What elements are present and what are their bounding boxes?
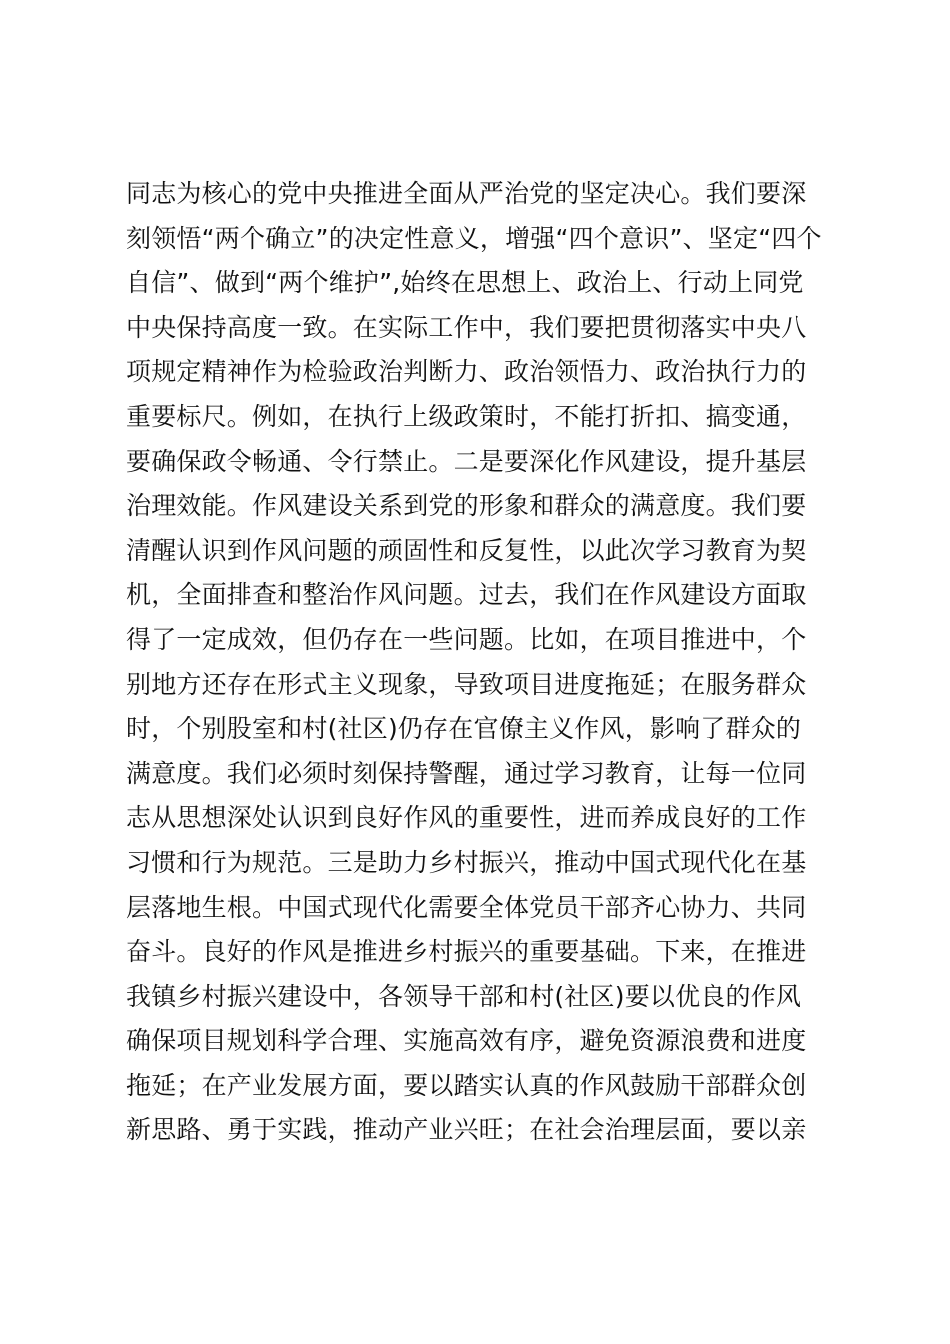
text-line: 确保项目规划科学合理、实施高效有序，避免资源浪费和进度 bbox=[126, 1026, 807, 1056]
text-line: 我镇乡村振兴建设中，各领导干部和村(社区)要以优良的作风 bbox=[126, 981, 802, 1011]
text-line: 层落地生根。中国式现代化需要全体党员干部齐心协力、共同 bbox=[126, 892, 807, 922]
text-line: 自信”、做到“两个维护”,始终在思想上、政治上、行动上同党 bbox=[126, 268, 804, 298]
text-line: 时，个别股室和村(社区)仍存在官僚主义作风，影响了群众的 bbox=[126, 714, 802, 744]
text-line: 拖延；在产业发展方面，要以踏实认真的作风鼓励干部群众创 bbox=[126, 1070, 807, 1100]
text-line: 习惯和行为规范。三是助力乡村振兴，推动中国式现代化在基 bbox=[126, 847, 807, 877]
text-line: 新思路、勇于实践，推动产业兴旺；在社会治理层面，要以亲 bbox=[126, 1115, 807, 1145]
text-line: 项规定精神作为检验政治判断力、政治领悟力、政治执行力的 bbox=[126, 357, 807, 387]
text-line: 机，全面排查和整治作风问题。过去，我们在作风建设方面取 bbox=[126, 580, 807, 610]
text-line: 清醒认识到作风问题的顽固性和反复性，以此次学习教育为契 bbox=[126, 535, 807, 565]
text-line: 刻领悟“两个确立”的决定性意义，增强“四个意识”、坚定“四个 bbox=[126, 223, 822, 253]
text-line: 治理效能。作风建设关系到党的形象和群众的满意度。我们要 bbox=[126, 491, 807, 521]
text-line: 得了一定成效，但仍存在一些问题。比如，在项目推进中，个 bbox=[126, 624, 807, 654]
text-line: 志从思想深处认识到良好作风的重要性，进而养成良好的工作 bbox=[126, 803, 807, 833]
text-line: 奋斗。良好的作风是推进乡村振兴的重要基础。下来，在推进 bbox=[126, 937, 807, 967]
text-line: 别地方还存在形式主义现象，导致项目进度拖延；在服务群众 bbox=[126, 669, 807, 699]
text-line: 中央保持高度一致。在实际工作中，我们要把贯彻落实中央八 bbox=[126, 312, 807, 342]
text-line: 重要标尺。例如，在执行上级政策时，不能打折扣、搞变通， bbox=[126, 401, 807, 431]
body-paragraph bbox=[126, 172, 846, 1153]
text-line: 要确保政令畅通、令行禁止。二是要深化作风建设，提升基层 bbox=[126, 446, 807, 476]
text-line: 同志为核心的党中央推进全面从严治党的坚定决心。我们要深 bbox=[126, 179, 807, 208]
text-line: 满意度。我们必须时刻保持警醒，通过学习教育，让每一位同 bbox=[126, 758, 807, 788]
